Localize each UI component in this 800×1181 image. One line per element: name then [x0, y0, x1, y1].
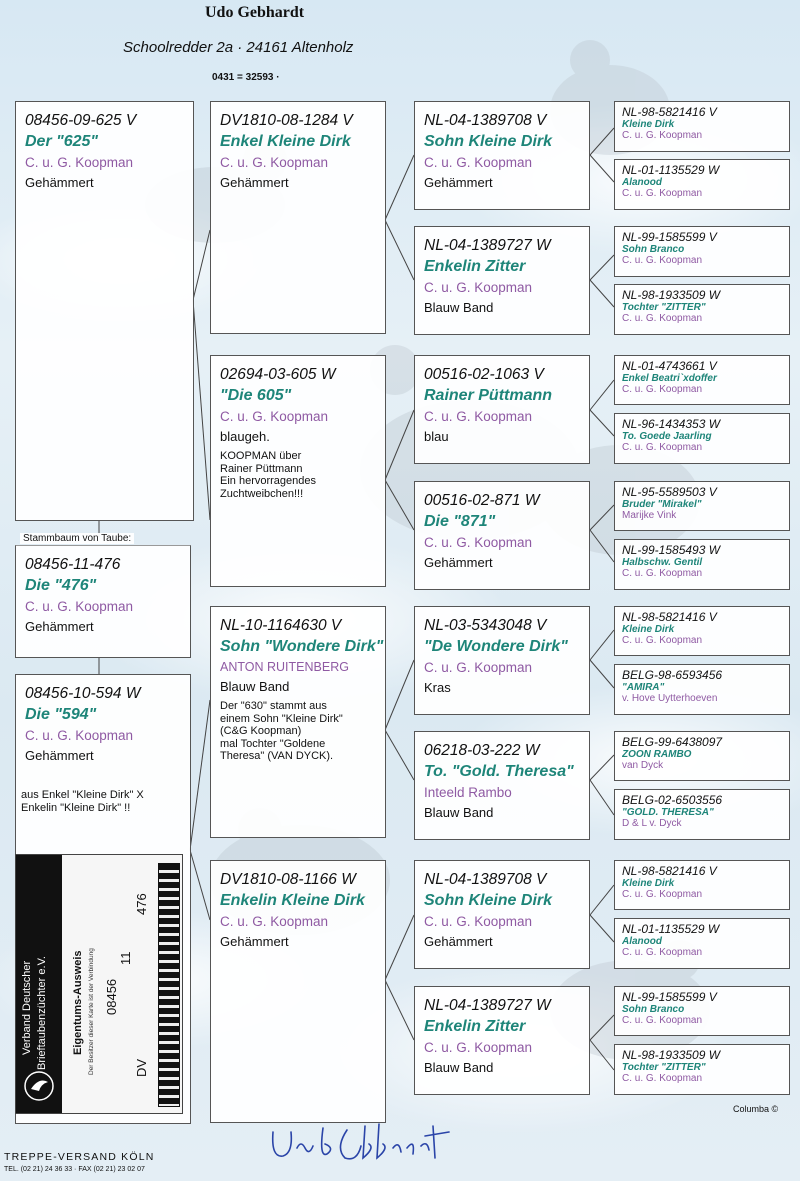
- subject-breeder: C. u. G. Koopman: [25, 599, 134, 614]
- ggg-box[interactable]: [614, 731, 790, 781]
- note-line: mal Tochter "Goldene: [220, 737, 326, 750]
- note-line: Theresa" (VAN DYCK).: [220, 750, 334, 762]
- note-line: (C&G Koopman): [220, 725, 302, 737]
- dam-name: Die "594": [25, 706, 97, 723]
- gg-ring: NL-04-1389708 V: [424, 112, 547, 129]
- ggg-ring: NL-99-1585599 V: [622, 990, 717, 1004]
- ggg-name: Halbschw. Gentil: [622, 557, 703, 568]
- card-decorative-border: [158, 863, 180, 1107]
- subject-note-line: Enkelin "Kleine Dirk" !!: [21, 801, 131, 814]
- footer-phone: TEL. (02 21) 24 36 33 · FAX (02 21) 23 02 07: [4, 1166, 145, 1173]
- grandparent-breeder: C. u. G. Koopman: [220, 409, 329, 424]
- grandparent-breeder: C. u. G. Koopman: [220, 155, 329, 170]
- card-small-print: Der Besitzer dieser Karte ist der Verbindung: [88, 948, 95, 1075]
- grandparent-name: Enkel Kleine Dirk: [220, 133, 351, 150]
- ggg-name: Kleine Dirk: [622, 624, 675, 635]
- ggg-box[interactable]: [614, 918, 790, 969]
- grandparent-ring: 02694-03-605 W: [220, 366, 336, 383]
- gg-breeder: C. u. G. Koopman: [424, 155, 533, 170]
- great-grandparent-box[interactable]: [414, 731, 590, 840]
- ggg-name: Alanood: [622, 177, 662, 188]
- ggg-breeder: C. u. G. Koopman: [622, 947, 703, 958]
- ggg-name: Alanood: [622, 936, 662, 947]
- ggg-ring: NL-98-1933509 W: [622, 288, 721, 302]
- ggg-breeder: Marijke Vink: [622, 510, 677, 521]
- ggg-box[interactable]: [614, 284, 790, 335]
- ggg-box[interactable]: [614, 159, 790, 210]
- grandparent-box[interactable]: [210, 355, 386, 587]
- ggg-name: "GOLD. THERESA": [622, 807, 714, 818]
- ggg-name: Sohn Branco: [622, 1004, 685, 1015]
- ggg-box[interactable]: [614, 539, 790, 590]
- gg-color: Gehämmert: [424, 555, 493, 570]
- card-ring-number: 08456: [104, 978, 119, 1015]
- ggg-ring: NL-99-1585599 V: [622, 230, 717, 244]
- dam-breeder: C. u. G. Koopman: [25, 728, 134, 743]
- ggg-ring: BELG-99-6438097: [622, 735, 723, 749]
- note-line: einem Sohn "Kleine Dirk": [220, 712, 343, 725]
- gg-color: Gehämmert: [424, 934, 493, 949]
- grandparent-ring: DV1810-08-1284 V: [220, 112, 353, 129]
- gg-ring: NL-04-1389708 V: [424, 871, 547, 888]
- ggg-box[interactable]: [614, 355, 790, 405]
- note-line: Zuchtweibchen!!!: [220, 487, 304, 500]
- footer-brand: TREPPE-VERSAND KÖLN: [4, 1151, 155, 1163]
- gg-color: Blauw Band: [424, 1060, 494, 1075]
- gg-ring: NL-04-1389727 W: [424, 237, 551, 254]
- ggg-name: Sohn Branco: [622, 244, 685, 255]
- ggg-breeder: C. u. G. Koopman: [622, 635, 703, 646]
- note-line: Rainer Püttmann: [220, 462, 303, 475]
- ggg-breeder: C. u. G. Koopman: [622, 188, 703, 199]
- subject-color: Gehämmert: [25, 619, 94, 634]
- ggg-box[interactable]: [614, 226, 790, 277]
- handwritten-signature: [265, 1118, 465, 1168]
- owner-name: Udo Gebhardt: [205, 4, 305, 21]
- note-line: Ein hervorragendes: [220, 475, 317, 487]
- ggg-breeder: C. u. G. Koopman: [622, 442, 703, 453]
- gg-breeder: C. u. G. Koopman: [424, 1040, 533, 1055]
- grandparent-color: blaugeh.: [220, 429, 270, 444]
- ggg-name: Enkel Beatri`xdoffer: [622, 373, 717, 384]
- gg-ring: 06218-03-222 W: [424, 742, 540, 759]
- dam-ring: 08456-10-594 W: [25, 685, 141, 702]
- ggg-breeder: C. u. G. Koopman: [622, 889, 703, 900]
- ggg-box[interactable]: [614, 481, 790, 531]
- ggg-breeder: C. u. G. Koopman: [622, 384, 703, 395]
- sire-box[interactable]: [15, 101, 194, 521]
- ggg-breeder: v. Hove Uytterhoeven: [622, 693, 718, 704]
- gg-color: Gehämmert: [424, 175, 493, 190]
- ggg-breeder: C. u. G. Koopman: [622, 255, 703, 266]
- card-ring-prefix: DV: [134, 1058, 149, 1077]
- gg-color: Blauw Band: [424, 805, 494, 820]
- grandparent-ring: NL-10-1164630 V: [220, 617, 342, 634]
- sire-breeder: C. u. G. Koopman: [25, 155, 134, 170]
- great-grandparent-box[interactable]: [414, 606, 590, 715]
- gg-color: blau: [424, 429, 449, 444]
- ggg-breeder: C. u. G. Koopman: [622, 568, 703, 579]
- ggg-box[interactable]: [614, 1044, 790, 1095]
- sire-color: Gehämmert: [25, 175, 94, 190]
- ggg-name: Kleine Dirk: [622, 878, 675, 889]
- grandparent-box[interactable]: [210, 101, 386, 334]
- ggg-breeder: D & L v. Dyck: [622, 818, 682, 829]
- ggg-ring: NL-01-1135529 W: [622, 922, 720, 936]
- gg-breeder: C. u. G. Koopman: [424, 409, 533, 424]
- grandparent-name: Sohn "Wondere Dirk": [220, 638, 384, 655]
- gg-name: Enkelin Zitter: [424, 1018, 526, 1035]
- ggg-box[interactable]: [614, 101, 790, 152]
- ggg-ring: BELG-02-6503556: [622, 793, 723, 807]
- ggg-breeder: C. u. G. Koopman: [622, 130, 703, 141]
- grandparent-name: "Die 605": [220, 387, 292, 404]
- gg-color: Blauw Band: [424, 300, 494, 315]
- great-grandparent-box[interactable]: [414, 355, 590, 464]
- card-org-line2: Brieftaubenzüchter e.V.: [36, 956, 48, 1070]
- ggg-ring: NL-99-1585493 W: [622, 543, 721, 557]
- grandparent-breeder: C. u. G. Koopman: [220, 914, 329, 929]
- gg-breeder: C. u. G. Koopman: [424, 914, 533, 929]
- ggg-ring: BELG-98-6593456: [622, 668, 723, 682]
- ggg-ring: NL-01-4743661 V: [622, 359, 717, 373]
- gg-name: Sohn Kleine Dirk: [424, 133, 553, 150]
- ggg-breeder: C. u. G. Koopman: [622, 313, 703, 324]
- ggg-name: To. Goede Jaarling: [622, 431, 712, 442]
- ggg-ring: NL-98-5821416 V: [622, 610, 717, 624]
- note-line: Der "630" stammt aus: [220, 700, 327, 712]
- ggg-breeder: van Dyck: [622, 760, 664, 771]
- card-title: Eigentums-Ausweis: [72, 950, 84, 1055]
- card-ring-year: 11: [118, 951, 133, 965]
- subject-name: Die "476": [25, 577, 97, 594]
- grandparent-box[interactable]: [210, 606, 386, 838]
- subject-ring: 08456-11-476: [25, 556, 121, 573]
- ggg-box[interactable]: [614, 606, 790, 656]
- gg-name: "De Wondere Dirk": [424, 638, 568, 655]
- ggg-breeder: C. u. G. Koopman: [622, 1073, 703, 1084]
- gg-breeder: C. u. G. Koopman: [424, 535, 533, 550]
- publisher-credit: Columba ©: [733, 1104, 779, 1114]
- subject-note-line: aus Enkel "Kleine Dirk" X: [21, 789, 144, 801]
- ownership-card: [15, 854, 183, 1114]
- note-line: KOOPMAN über: [220, 450, 302, 462]
- gg-color: Kras: [424, 680, 451, 695]
- grandparent-name: Enkelin Kleine Dirk: [220, 892, 365, 909]
- gg-name: To. "Gold. Theresa": [424, 763, 574, 780]
- grandparent-color: Blauw Band: [220, 679, 290, 694]
- gg-name: Rainer Püttmann: [424, 387, 553, 404]
- grandparent-note: [220, 450, 385, 500]
- ggg-ring: NL-01-1135529 W: [622, 163, 720, 177]
- grandparent-note: [220, 700, 385, 763]
- owner-address: Schoolredder 2a · 24161 Altenholz: [123, 39, 354, 56]
- great-grandparent-box[interactable]: [414, 860, 590, 969]
- subject-caption: Stammbaum von Taube:: [20, 533, 134, 544]
- grandparent-box[interactable]: [210, 860, 386, 1123]
- sire-name: Der "625": [25, 133, 98, 150]
- subject-notes: [21, 789, 144, 814]
- ggg-box[interactable]: [614, 986, 790, 1036]
- dam-color: Gehämmert: [25, 748, 94, 763]
- card-ring-serial: 476: [134, 893, 149, 915]
- gg-breeder: C. u. G. Koopman: [424, 280, 533, 295]
- grandparent-breeder: ANTON RUITENBERG: [220, 660, 349, 674]
- gg-name: Die "871": [424, 513, 496, 530]
- sire-ring: 08456-09-625 V: [25, 112, 137, 129]
- ggg-box[interactable]: [614, 860, 790, 910]
- grandparent-ring: DV1810-08-1166 W: [220, 871, 356, 888]
- ggg-ring: NL-98-5821416 V: [622, 864, 717, 878]
- ggg-name: ZOON RAMBO: [622, 749, 692, 760]
- card-org-line1: Verband Deutscher: [21, 960, 33, 1055]
- ggg-box[interactable]: [614, 789, 790, 840]
- ggg-ring: NL-95-5589503 V: [622, 485, 717, 499]
- ggg-name: Bruder "Mirakel": [622, 499, 702, 510]
- gg-ring: NL-03-5343048 V: [424, 617, 547, 634]
- ggg-box[interactable]: [614, 413, 790, 464]
- grandparent-color: Gehämmert: [220, 175, 289, 190]
- great-grandparent-box[interactable]: [414, 226, 590, 335]
- great-grandparent-box[interactable]: [414, 481, 590, 590]
- dove-emblem-icon: [24, 1069, 54, 1103]
- ggg-breeder: C. u. G. Koopman: [622, 1015, 703, 1026]
- owner-phone: 0431 = 32593 ·: [212, 72, 280, 83]
- ggg-box[interactable]: [614, 664, 790, 715]
- ggg-name: Tochter "ZITTER": [622, 302, 706, 313]
- ggg-ring: NL-96-1434353 W: [622, 417, 721, 431]
- ggg-name: "AMIRA": [622, 682, 665, 693]
- gg-breeder: Inteeld Rambo: [424, 785, 512, 800]
- grandparent-color: Gehämmert: [220, 934, 289, 949]
- ggg-name: Tochter "ZITTER": [622, 1062, 706, 1073]
- gg-name: Enkelin Zitter: [424, 258, 526, 275]
- gg-breeder: C. u. G. Koopman: [424, 660, 533, 675]
- ggg-ring: NL-98-1933509 W: [622, 1048, 721, 1062]
- ggg-ring: NL-98-5821416 V: [622, 105, 717, 119]
- great-grandparent-box[interactable]: [414, 101, 590, 210]
- gg-name: Sohn Kleine Dirk: [424, 892, 553, 909]
- gg-ring: 00516-02-871 W: [424, 492, 540, 509]
- subject-box[interactable]: [15, 545, 191, 658]
- ggg-name: Kleine Dirk: [622, 119, 675, 130]
- gg-ring: 00516-02-1063 V: [424, 366, 544, 383]
- gg-ring: NL-04-1389727 W: [424, 997, 551, 1014]
- great-grandparent-box[interactable]: [414, 986, 590, 1095]
